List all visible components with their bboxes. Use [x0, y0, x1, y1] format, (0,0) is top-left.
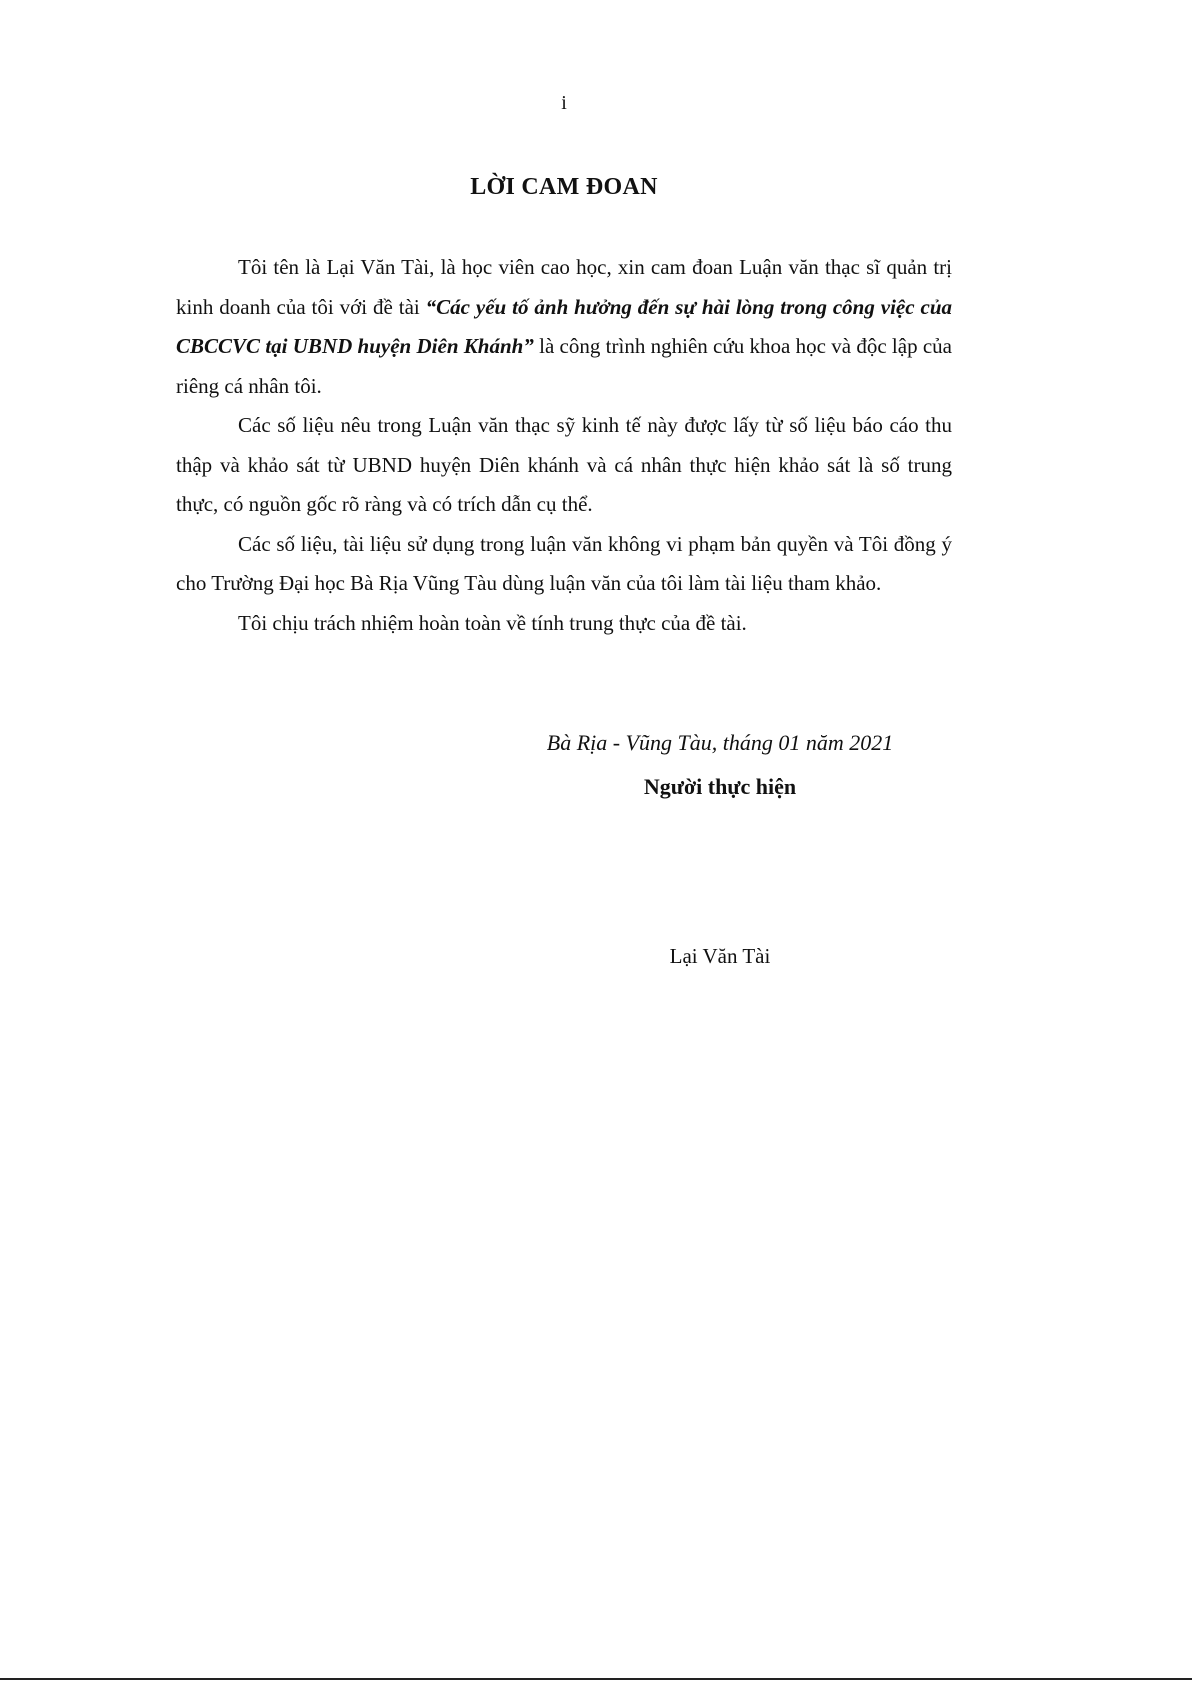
- paragraph-4: Tôi chịu trách nhiệm hoàn toàn về tính trung thực của đề tài.: [238, 610, 747, 635]
- declaration-body: [176, 248, 952, 643]
- paragraph-1: [176, 248, 952, 406]
- page-title: LỜI CAM ĐOAN: [470, 174, 658, 200]
- thesis-topic: “Các yếu tố ảnh hưởng đến sự hài lòng trong công việc của CBCCVC tại UBND huyện Diên Khánh”: [176, 294, 952, 358]
- signature-role: Người thực hiện: [643, 774, 797, 799]
- paragraph-1-intro: Tôi tên là Lại Văn Tài, là học viên cao học, xin cam đoan Luận văn thạc sĩ quản trị kinh doanh của tôi với đề tài: [176, 255, 952, 319]
- signature-place-date: Bà Rịa - Vũng Tàu, tháng 01 năm 2021: [546, 730, 894, 755]
- paragraph-2: Các số liệu nêu trong Luận văn thạc sỹ kinh tế này được lấy từ số liệu báo cáo thu thập và khảo sát từ UBND huyện Diên khánh và cá nhân thực hiện khảo sát là số trung thực, có nguồn gốc rõ ràng và có trích dẫn cụ thể.: [176, 413, 952, 516]
- signature-name: Lại Văn Tài: [669, 944, 771, 968]
- page-bottom-divider: [0, 1678, 1192, 1680]
- paragraph-1-ending: là công trình nghiên cứu khoa học và độc lập của riêng cá nhân tôi.: [176, 334, 953, 398]
- page-number: i: [561, 92, 567, 114]
- paragraph-3: Các số liệu, tài liệu sử dụng trong luận văn không vi phạm bản quyền và Tôi đồng ý cho Trường Đại học Bà Rịa Vũng Tàu dùng luận văn của tôi làm tài liệu tham khảo.: [176, 531, 952, 595]
